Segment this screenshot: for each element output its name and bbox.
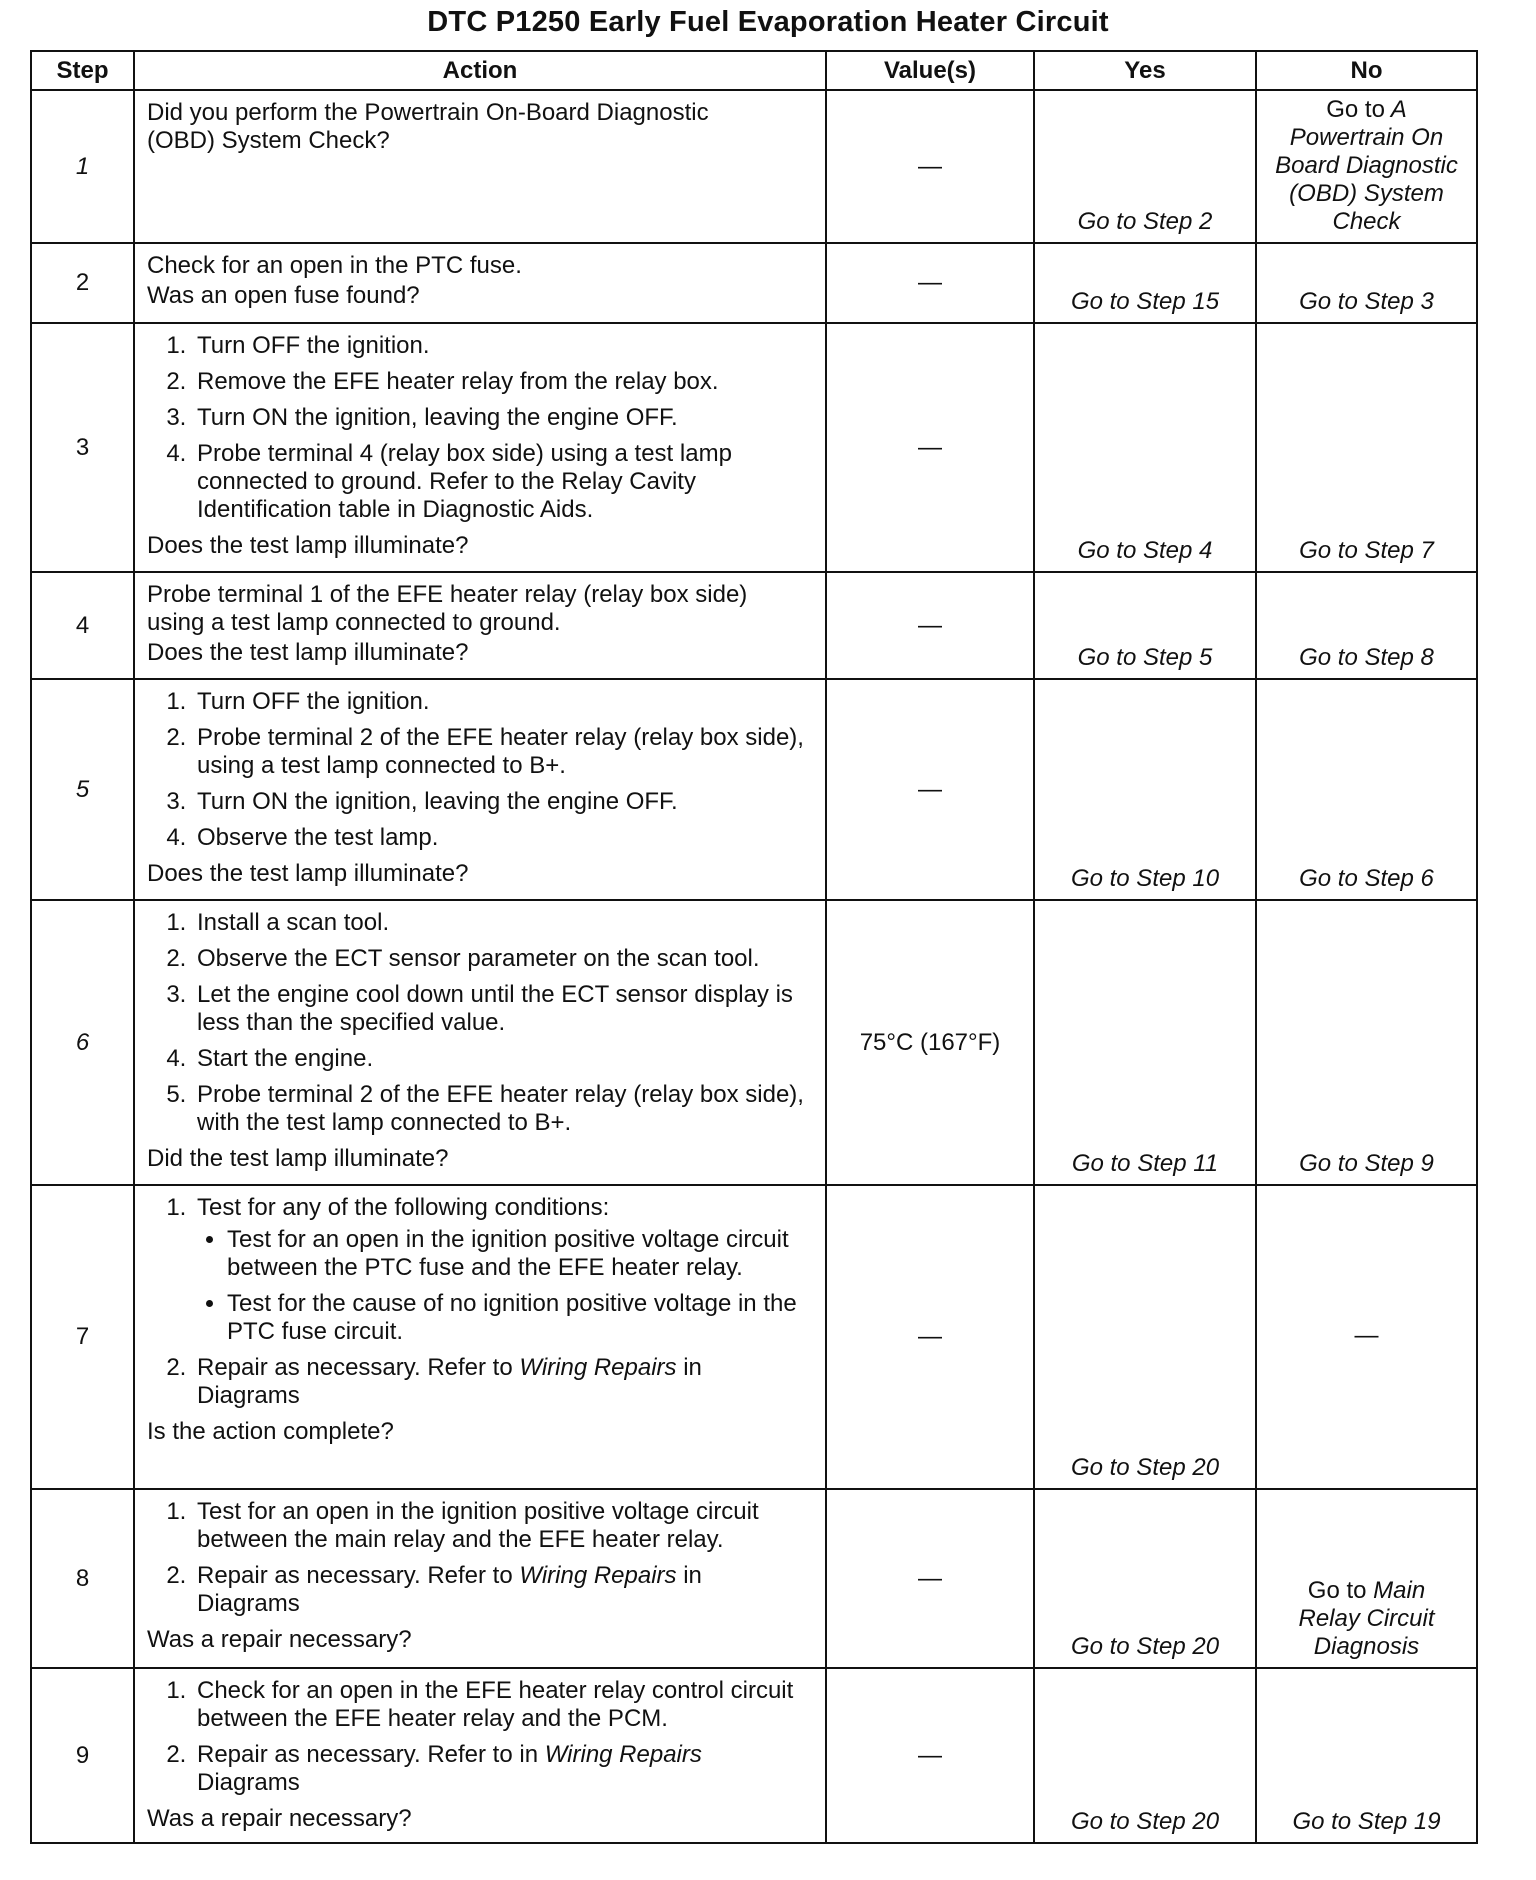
value-cell: — <box>826 1185 1034 1489</box>
yes-link[interactable]: Go to Step 20 <box>1034 1185 1256 1489</box>
yes-link[interactable]: Go to Step 4 <box>1034 323 1256 572</box>
action-question: Did the test lamp illuminate? <box>147 1145 449 1172</box>
action-steps <box>147 1194 815 1410</box>
action-step-text: Repair as necessary. Refer to <box>197 1562 513 1589</box>
header-step: Step <box>31 51 134 90</box>
action-step: 1. Check for an open in the EFE heater relay control circuit between the EFE heater relay and the PCM. <box>193 1677 815 1733</box>
no-link[interactable]: Go to Step 6 <box>1256 679 1477 900</box>
table-row <box>31 679 1477 900</box>
diagnostic-table <box>30 50 1478 1844</box>
no-link-target: Relay Circuit <box>1298 1605 1435 1632</box>
yes-link[interactable]: Go to Step 10 <box>1034 679 1256 900</box>
action-question: Is the action complete? <box>147 1418 394 1445</box>
table-row <box>31 243 1477 323</box>
action-question: Was a repair necessary? <box>147 1805 412 1832</box>
table-row <box>31 900 1477 1185</box>
step-number: 7 <box>31 1185 134 1489</box>
action-step: 4. Start the engine. <box>193 1045 815 1073</box>
no-link-target: Powertrain On <box>1289 124 1444 151</box>
action-text: Did you perform the Powertrain On-Board Diagnostic <box>147 99 709 126</box>
action-step <box>193 1194 815 1346</box>
yes-link[interactable]: Go to Step 15 <box>1034 243 1256 323</box>
action-step <box>193 1354 815 1410</box>
no-link[interactable]: Go to Step 7 <box>1256 323 1477 572</box>
yes-link[interactable]: Go to Step 20 <box>1034 1489 1256 1668</box>
table-row <box>31 1489 1477 1668</box>
action-question: Was an open fuse found? <box>147 282 420 309</box>
action-step-text: Repair as necessary. Refer to <box>197 1354 513 1381</box>
condition-item: • Test for the cause of no ignition positive voltage in the PTC fuse circuit. <box>227 1290 815 1346</box>
value-cell: — <box>826 1489 1034 1668</box>
action-cell <box>134 90 826 243</box>
action-step-text: in <box>683 1562 702 1589</box>
step-number: 5 <box>31 679 134 900</box>
action-steps <box>147 1677 815 1797</box>
action-step: 3. Let the engine cool down until the ECT sensor display is less than the specified value. <box>193 981 815 1037</box>
action-question: Was a repair necessary? <box>147 1626 412 1653</box>
action-step: 1. Turn OFF the ignition. <box>193 332 815 360</box>
no-link-target: Board Diagnostic <box>1275 152 1458 179</box>
reference-link[interactable]: Wiring Repairs <box>519 1562 677 1589</box>
action-step <box>193 1562 815 1618</box>
value-cell: 75°C (167°F) <box>826 900 1034 1185</box>
no-cell: — <box>1256 1185 1477 1489</box>
action-steps <box>147 1498 815 1618</box>
header-action: Action <box>134 51 826 90</box>
action-step: 1. Test for an open in the ignition positive voltage circuit between the main relay and the EFE heater relay. <box>193 1498 815 1554</box>
no-link-prefix: Go to <box>1307 1577 1367 1604</box>
action-text: Probe terminal 1 of the EFE heater relay (relay box side) <box>147 581 748 608</box>
action-step: 2. Probe terminal 2 of the EFE heater relay (relay box side), using a test lamp connected to B+. <box>193 724 815 780</box>
value-cell: — <box>826 1668 1034 1843</box>
reference-link[interactable]: Wiring Repairs <box>544 1741 702 1768</box>
condition-item: • Test for an open in the ignition positive voltage circuit between the PTC fuse and the EFE heater relay. <box>227 1226 815 1282</box>
action-step: 1. Install a scan tool. <box>193 909 815 937</box>
step-number: 6 <box>31 900 134 1185</box>
table-row <box>31 572 1477 679</box>
action-steps <box>147 688 815 852</box>
table-row <box>31 1185 1477 1489</box>
value-cell: — <box>826 243 1034 323</box>
action-step: 3. Turn ON the ignition, leaving the engine OFF. <box>193 404 815 432</box>
no-link[interactable] <box>1256 90 1477 243</box>
no-link[interactable] <box>1256 1489 1477 1668</box>
action-cell <box>134 1489 826 1668</box>
value-cell: — <box>826 572 1034 679</box>
action-question: Does the test lamp illuminate? <box>147 532 469 559</box>
table-row <box>31 323 1477 572</box>
no-link-target: Main <box>1373 1577 1426 1604</box>
no-link-target: (OBD) System <box>1289 180 1444 207</box>
no-link[interactable]: Go to Step 8 <box>1256 572 1477 679</box>
step-number: 2 <box>31 243 134 323</box>
condition-list <box>197 1226 815 1346</box>
step-number: 4 <box>31 572 134 679</box>
action-cell <box>134 1668 826 1843</box>
yes-link[interactable]: Go to Step 11 <box>1034 900 1256 1185</box>
step-number: 3 <box>31 323 134 572</box>
action-text: (OBD) System Check? <box>147 127 390 154</box>
table-row <box>31 90 1477 243</box>
table-header-row <box>31 51 1477 90</box>
action-step: 2. Observe the ECT sensor parameter on the scan tool. <box>193 945 815 973</box>
action-text: using a test lamp connected to ground. <box>147 609 561 636</box>
action-cell <box>134 900 826 1185</box>
value-cell: — <box>826 679 1034 900</box>
action-step <box>193 1741 815 1797</box>
header-values: Value(s) <box>826 51 1034 90</box>
action-step-text: Diagrams <box>197 1769 300 1796</box>
action-cell <box>134 572 826 679</box>
step-number: 9 <box>31 1668 134 1843</box>
action-step: 3. Turn ON the ignition, leaving the engine OFF. <box>193 788 815 816</box>
action-step: 5. Probe terminal 2 of the EFE heater relay (relay box side), with the test lamp connected to B+. <box>193 1081 815 1137</box>
action-step-text: Test for any of the following conditions: <box>197 1194 610 1221</box>
reference-link[interactable]: Wiring Repairs <box>519 1354 677 1381</box>
action-step-text: Diagrams <box>197 1590 300 1617</box>
no-link-target: Check <box>1332 208 1401 235</box>
action-cell <box>134 679 826 900</box>
value-cell: — <box>826 90 1034 243</box>
header-yes: Yes <box>1034 51 1256 90</box>
yes-link[interactable]: Go to Step 2 <box>1034 90 1256 243</box>
action-step: 4. Probe terminal 4 (relay box side) using a test lamp connected to ground. Refer to the Relay Cavity Identification table in Diagnostic Aids. <box>193 440 815 524</box>
step-number: 8 <box>31 1489 134 1668</box>
action-cell <box>134 323 826 572</box>
no-link[interactable]: Go to Step 19 <box>1256 1668 1477 1843</box>
action-step: 4. Observe the test lamp. <box>193 824 815 852</box>
header-no: No <box>1256 51 1477 90</box>
action-step: 2. Remove the EFE heater relay from the relay box. <box>193 368 815 396</box>
page-title: DTC P1250 Early Fuel Evaporation Heater Circuit <box>427 6 1109 38</box>
action-step: 1. Turn OFF the ignition. <box>193 688 815 716</box>
action-step-text: in <box>683 1354 702 1381</box>
yes-link[interactable]: Go to Step 20 <box>1034 1668 1256 1843</box>
no-link-target: Diagnosis <box>1313 1633 1420 1660</box>
action-cell <box>134 243 826 323</box>
no-link[interactable]: Go to Step 3 <box>1256 243 1477 323</box>
action-steps <box>147 332 815 524</box>
value-cell: — <box>826 323 1034 572</box>
no-link[interactable]: Go to Step 9 <box>1256 900 1477 1185</box>
action-question: Does the test lamp illuminate? <box>147 860 469 887</box>
no-link-target: A <box>1390 96 1407 123</box>
action-step-text: Diagrams <box>197 1382 300 1409</box>
action-cell <box>134 1185 826 1489</box>
action-question: Does the test lamp illuminate? <box>147 639 469 666</box>
action-step-text: Repair as necessary. Refer to in <box>197 1741 539 1768</box>
action-steps <box>147 909 815 1137</box>
action-text: Check for an open in the PTC fuse. <box>147 252 522 279</box>
yes-link[interactable]: Go to Step 5 <box>1034 572 1256 679</box>
step-number: 1 <box>31 90 134 243</box>
table-row <box>31 1668 1477 1843</box>
no-link-prefix: Go to <box>1326 96 1385 123</box>
